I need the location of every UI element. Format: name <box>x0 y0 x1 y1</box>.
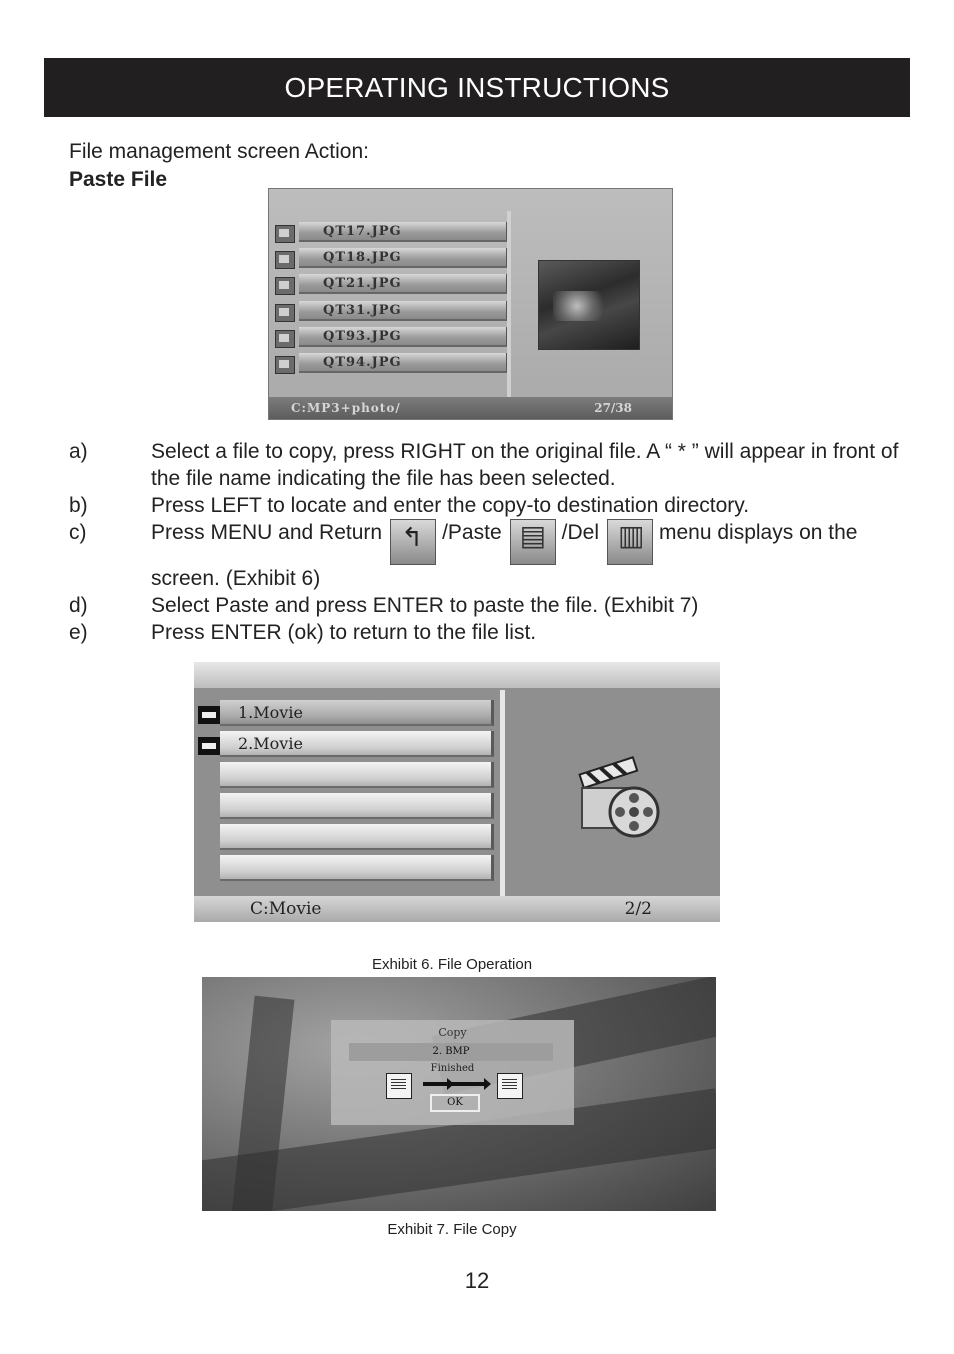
header-title: OPERATING INSTRUCTIONS <box>284 71 670 103</box>
exhibit-6-caption: Exhibit 6. File Operation <box>371 956 533 973</box>
photo-list-screenshot <box>268 188 673 420</box>
list-scrollbar <box>500 690 505 896</box>
movie-clapper-icon <box>578 748 664 844</box>
step-text-2: /Paste <box>442 521 502 544</box>
file-row <box>275 274 509 296</box>
dialog-title: Copy <box>438 1026 467 1039</box>
step-d <box>69 592 909 619</box>
step-text-4: menu displays on the screen. (Exhibit 6) <box>151 521 858 590</box>
item-label <box>220 855 494 881</box>
step-letter: d) <box>69 594 88 617</box>
step-e <box>69 619 909 646</box>
image-file-icon <box>275 251 295 269</box>
step-letter: a) <box>69 440 88 463</box>
image-file-icon <box>275 356 295 374</box>
file-name: QT93.JPG <box>299 327 509 347</box>
current-path: C:MP3+photo/ <box>291 401 401 415</box>
step-letter: e) <box>69 621 88 644</box>
copy-dialog <box>331 1020 574 1125</box>
list-item <box>198 762 498 788</box>
instruction-steps <box>69 438 909 646</box>
list-item <box>198 700 498 726</box>
step-b <box>69 492 909 519</box>
movie-folder-icon <box>198 706 220 724</box>
image-file-icon <box>275 277 295 295</box>
photo-preview <box>538 260 640 350</box>
ok-button[interactable]: OK <box>430 1094 480 1112</box>
list-item <box>198 731 498 757</box>
file-name: QT21.JPG <box>299 274 509 294</box>
file-row <box>275 327 509 349</box>
status-bar <box>269 397 672 419</box>
movie-list-screenshot <box>194 662 720 922</box>
item-label <box>220 793 494 819</box>
current-path: C:Movie <box>250 899 322 919</box>
delete-icon <box>607 519 653 565</box>
status-bar <box>194 896 720 922</box>
page-header <box>44 58 910 117</box>
item-label: 2.Movie <box>220 731 494 757</box>
item-label <box>220 762 494 788</box>
step-text: Press LEFT to locate and enter the copy-to destination directory. <box>151 494 750 517</box>
file-count: 27/38 <box>594 401 632 415</box>
step-c <box>69 519 909 592</box>
file-name: QT17.JPG <box>299 222 509 242</box>
section-title: Paste File <box>69 168 168 191</box>
step-text-3: /Del <box>561 521 599 544</box>
step-letter: b) <box>69 494 88 517</box>
file-copy-screenshot <box>202 977 716 1211</box>
exhibit-7-caption: Exhibit 7. File Copy <box>387 1221 517 1238</box>
image-file-icon <box>275 225 295 243</box>
step-a <box>69 438 909 492</box>
step-text: Press ENTER (ok) to return to the file list. <box>151 621 537 644</box>
list-item <box>198 855 498 881</box>
step-text: Select Paste and press ENTER to paste the file. (Exhibit 7) <box>151 594 699 617</box>
paste-icon <box>510 519 556 565</box>
file-row <box>275 248 509 270</box>
file-name: QT18.JPG <box>299 248 509 268</box>
image-file-icon <box>275 330 295 348</box>
step-text: Select a file to copy, press RIGHT on the original file. A “ * ” will appear in front of the file name indicating the file has been selected. <box>151 440 899 490</box>
copy-arrow-icon <box>423 1082 485 1086</box>
intro <box>69 138 369 194</box>
step-text-1: Press MENU and Return <box>151 521 383 544</box>
movie-folder-icon <box>198 737 220 755</box>
list-item <box>198 824 498 850</box>
item-label: 1.Movie <box>220 700 494 726</box>
item-label <box>220 824 494 850</box>
file-row-selected <box>275 353 509 375</box>
copy-status: Finished <box>430 1063 475 1074</box>
target-document-icon <box>497 1073 523 1099</box>
list-scrollbar <box>507 211 511 401</box>
step-letter: c) <box>69 521 87 544</box>
return-icon <box>390 519 436 565</box>
source-document-icon <box>386 1073 412 1099</box>
intro-subtitle: File management screen Action: <box>69 140 369 163</box>
file-name: QT94.JPG <box>299 353 509 373</box>
image-file-icon <box>275 304 295 322</box>
page-number: 12 <box>464 1268 490 1293</box>
file-count: 2/2 <box>624 899 652 919</box>
file-row <box>275 222 509 244</box>
screen-top-bar <box>194 662 720 688</box>
copied-file-name: 2. BMP <box>349 1043 553 1061</box>
file-name: QT31.JPG <box>299 301 509 321</box>
file-row <box>275 301 509 323</box>
list-item <box>198 793 498 819</box>
